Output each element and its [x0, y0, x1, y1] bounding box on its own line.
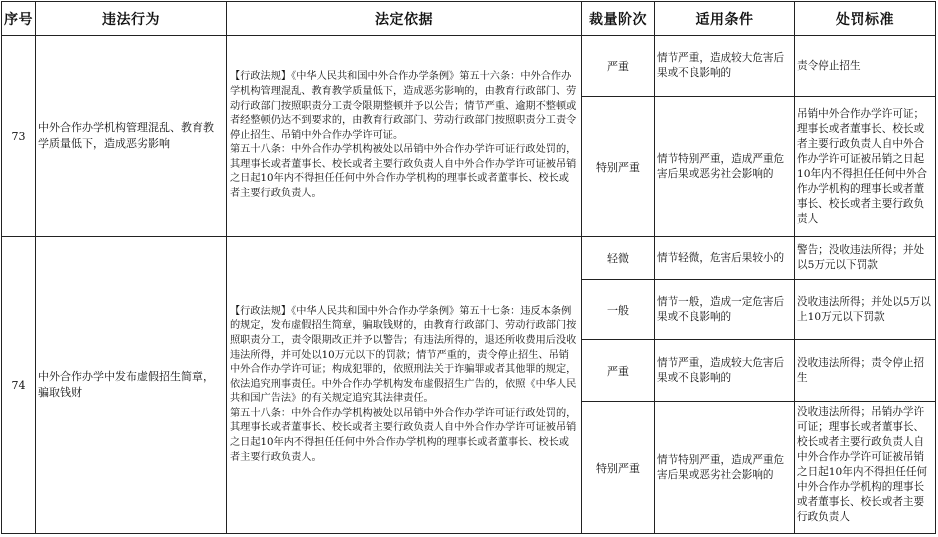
header-penalty: 处罚标准 [795, 2, 936, 36]
tier-condition: 情节一般，造成一定危害后果或不良影响的 [655, 280, 795, 340]
basis-paragraph: 第五十八条：中外合作办学机构被处以吊销中外合作办学许可证行政处罚的，其理事长或者董事长、校长或者主要行政负责人自中外合作办学许可证被吊销之日起10年内不得担任任何中外合作办学机构的理事长或者董事长、校长或者主要行政负责人。 [230, 144, 577, 200]
violation-cell: 中外合作办学机构管理混乱、教育教学质量低下，造成恶劣影响 [36, 36, 227, 237]
row-number: 74 [2, 237, 36, 534]
tier-level: 特别严重 [582, 97, 655, 237]
tier-condition: 情节轻微，危害后果较小的 [655, 237, 795, 280]
tier-level: 轻微 [582, 237, 655, 280]
header-condition: 适用条件 [655, 2, 795, 36]
basis-paragraph: 第五十八条：中外合作办学机构被处以吊销中外合作办学许可证行政处罚的，其理事长或者董事长、校长或者主要行政负责人自中外合作办学许可证被吊销之日起10年内不得担任任何中外合作办学机构的理事长或者董事长、校长或者主要行政负责人。 [230, 407, 577, 463]
basis-paragraph: 【行政法规】《中华人民共和国中外合作办学条例》第五十七条：违反本条例的规定，发布虚假招生简章，骗取钱财的，由教育行政部门、劳动行政部门按照职责分工，责令限期改正并予以警告；有违法所得的，退还所收费用后没收违法所得，并可处以10万元以下的罚款；情节严重的，责令停止招生、吊销中外合作办学许可证；构成犯罪的，依照刑法关于诈骗罪或者其他罪的规定，依法追究刑事责任。中外合作办学机构发布虚假招生广告的，依照《中华人民共和国广告法》的有关规定追究其法律责任。 [230, 305, 577, 405]
tier-condition: 情节严重，造成较大危害后果或不良影响的 [655, 340, 795, 402]
tier-level: 严重 [582, 36, 655, 97]
tier-condition: 情节特别严重，造成严重危害后果或恶劣社会影响的 [655, 97, 795, 237]
tier-penalty: 吊销中外合作办学许可证；理事长或者董事长、校长或者主要行政负责人自中外合作办学许可证被吊销之日起10年内不得担任任何中外合作办学机构的理事长或者董事长、校长或者主要行政负责人 [795, 97, 936, 237]
tier-level: 严重 [582, 340, 655, 402]
tier-penalty: 没收违法所得；并处以5万以上10万元以下罚款 [795, 280, 936, 340]
penalty-discretion-table [1, 1, 936, 534]
header-row [2, 2, 936, 36]
tier-penalty: 警告；没收违法所得；并处以5万元以下罚款 [795, 237, 936, 280]
violation-cell: 中外合作办学中发布虚假招生简章，骗取钱财 [36, 237, 227, 534]
tier-penalty: 没收违法所得；责令停止招生 [795, 340, 936, 402]
basis-paragraph: 【行政法规】《中华人民共和国中外合作办学条例》第五十六条：中外合作办学机构管理混乱、教育教学质量低下，造成恶劣影响的，由教育行政部门、劳动行政部门按照职责分工责令限期整顿并予以公告；情节严重、逾期不整顿或者经整顿仍达不到要求的，由教育行政部门、劳动行政部门按照职责分工责令停止招生、吊销中外合作办学许可证。 [230, 71, 577, 141]
tier-penalty: 责令停止招生 [795, 36, 936, 97]
table-row [2, 36, 936, 97]
tier-penalty: 没收违法所得；吊销办学许可证；理事长或者董事长、校长或者主要行政负责人自中外合作办学许可证被吊销之日起10年内不得担任任何中外合作办学机构的理事长或者董事长、校长或者主要行政负责人 [795, 402, 936, 534]
header-level: 裁量阶次 [582, 2, 655, 36]
tier-condition: 情节严重，造成较大危害后果或不良影响的 [655, 36, 795, 97]
table-row [2, 237, 936, 280]
row-number: 73 [2, 36, 36, 237]
tier-condition: 情节特别严重，造成严重危害后果或恶劣社会影响的 [655, 402, 795, 534]
header-violation: 违法行为 [36, 2, 227, 36]
legal-basis-cell [227, 237, 582, 534]
legal-basis-cell [227, 36, 582, 237]
header-num: 序号 [2, 2, 36, 36]
tier-level: 一般 [582, 280, 655, 340]
tier-level: 特别严重 [582, 402, 655, 534]
header-basis: 法定依据 [227, 2, 582, 36]
